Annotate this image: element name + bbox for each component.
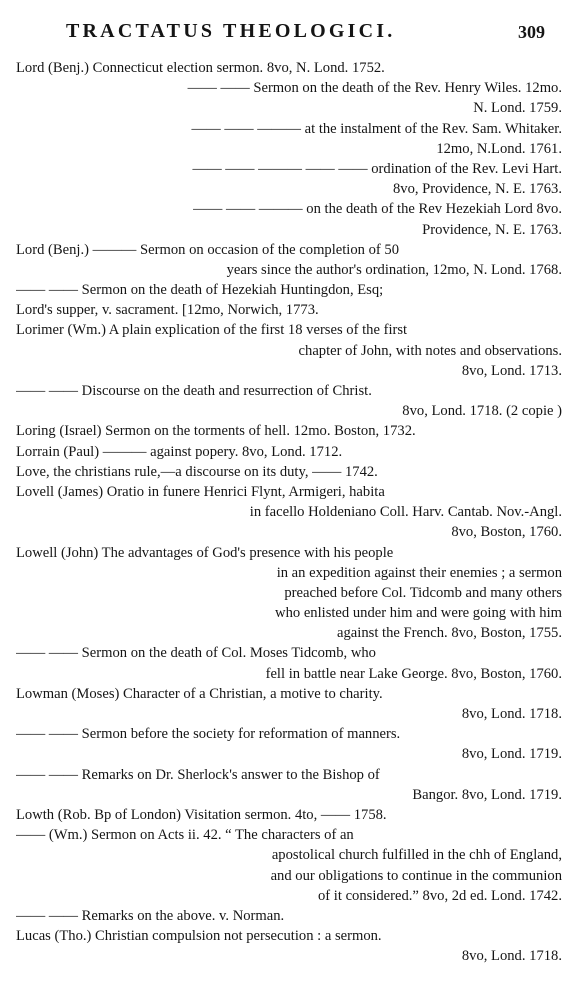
entry-line: Love, the christians rule,—a discourse on its duty, —— 1742. xyxy=(16,463,378,480)
entry-line: in facello Holdeniano Coll. Harv. Cantab. Nov.-Angl. xyxy=(249,504,562,521)
entry-line: 8vo, Lond. 1719. xyxy=(461,746,562,763)
entry-line: —— —— Remarks on the above. v. Norman. xyxy=(16,907,285,924)
entry-line: Lord (Benj.) Connecticut election sermon. 8vo, N. Lond. 1752. xyxy=(16,60,385,76)
entry-line: N. Lond. 1759. xyxy=(473,100,562,117)
entry-line: years since the author's ordination, 12mo, N. Lond. 1768. xyxy=(226,261,562,278)
entry-line: of it considered.” 8vo, 2d ed. Lond. 1742. xyxy=(318,887,562,904)
entry-line: 8vo, Lond. 1718. (2 copie ) xyxy=(402,403,562,420)
entry-line: —— —— ——— at the instalment of the Rev. Sam. Whitaker. xyxy=(191,120,562,137)
entry-line: fell in battle near Lake George. 8vo, Boston, 1760. xyxy=(265,665,562,682)
catalog-entries xyxy=(16,58,562,966)
entry-line: chapter of John, with notes and observations. xyxy=(298,342,562,359)
entry-line: Bangor. 8vo, Lond. 1719. xyxy=(412,786,562,803)
entry-line: who enlisted under him and were going with him xyxy=(275,605,562,622)
entry-line: Providence, N. E. 1763. xyxy=(422,221,562,238)
entry-line: Lowell (John) The advantages of God's presence with his people xyxy=(16,544,394,561)
entry-line: —— —— Remarks on Dr. Sherlock's answer to the Bishop of xyxy=(16,766,380,783)
entry-line: —— —— Sermon on the death of Col. Moses Tidcomb, who xyxy=(16,645,376,662)
entry-line: Loring (Israel) Sermon on the torments of hell. 12mo. Boston, 1732. xyxy=(16,423,416,440)
entry-line: 8vo, Boston, 1760. xyxy=(451,524,562,541)
entry-line: —— —— Sermon on the death of the Rev. Henry Wiles. 12mo. xyxy=(187,80,562,97)
entry-line: and our obligations to continue in the communion xyxy=(270,867,562,884)
entry-line: apostolical church fulfilled in the chh of England, xyxy=(271,847,562,864)
entry-line: Lucas (Tho.) Christian compulsion not persecution : a sermon. xyxy=(16,928,382,945)
entry-line: —— —— Sermon before the society for reformation of manners. xyxy=(16,726,401,743)
page-header xyxy=(0,10,577,46)
entry-line: Lowman (Moses) Character of a Christian, a motive to charity. xyxy=(16,685,383,702)
entry-line: —— —— Discourse on the death and resurrection of Christ. xyxy=(16,383,372,399)
entry-line: —— —— ——— on the death of the Rev Hezekiah Lord 8vo. xyxy=(193,201,562,218)
entry-line: —— —— ——— —— —— ordination of the Rev. Levi Hart. xyxy=(192,160,562,177)
entry-line: 8vo, Providence, N. E. 1763. xyxy=(392,181,562,198)
entry-line: 8vo, Lond. 1718. xyxy=(461,948,562,965)
entry-line: —— —— Sermon on the death of Hezekiah Huntingdon, Esq; xyxy=(16,282,384,299)
entry-line: —— (Wm.) Sermon on Acts ii. 42. “ The characters of an xyxy=(16,827,354,844)
entry-line: Lovell (James) Oratio in funere Henrici Flynt, Armigeri, habita xyxy=(16,483,385,500)
entry-line: Lowth (Rob. Bp of London) Visitation sermon. 4to, —— 1758. xyxy=(16,806,387,823)
running-title: TRACTATUS THEOLOGICI. xyxy=(66,20,396,42)
entry-line: in an expedition against their enemies ; a sermon xyxy=(276,564,562,581)
entry-line: 12mo, N.Lond. 1761. xyxy=(436,140,562,157)
entry-line: 8vo, Lond. 1713. xyxy=(461,362,562,379)
entry-line: Lorimer (Wm.) A plain explication of the first 18 verses of the first xyxy=(16,322,408,339)
entry-line: preached before Col. Tidcomb and many others xyxy=(284,584,562,601)
entry-line: 8vo, Lond. 1718. xyxy=(461,706,562,722)
page-number: 309 xyxy=(518,22,545,42)
entry-line: Lorrain (Paul) ——— against popery. 8vo, Lond. 1712. xyxy=(16,443,343,460)
entry-line: Lord's supper, v. sacrament. [12mo, Norwich, 1773. xyxy=(16,302,319,319)
entry-line: against the French. 8vo, Boston, 1755. xyxy=(337,625,562,642)
entry-line: Lord (Benj.) ——— Sermon on occasion of the completion of 50 xyxy=(16,241,400,258)
